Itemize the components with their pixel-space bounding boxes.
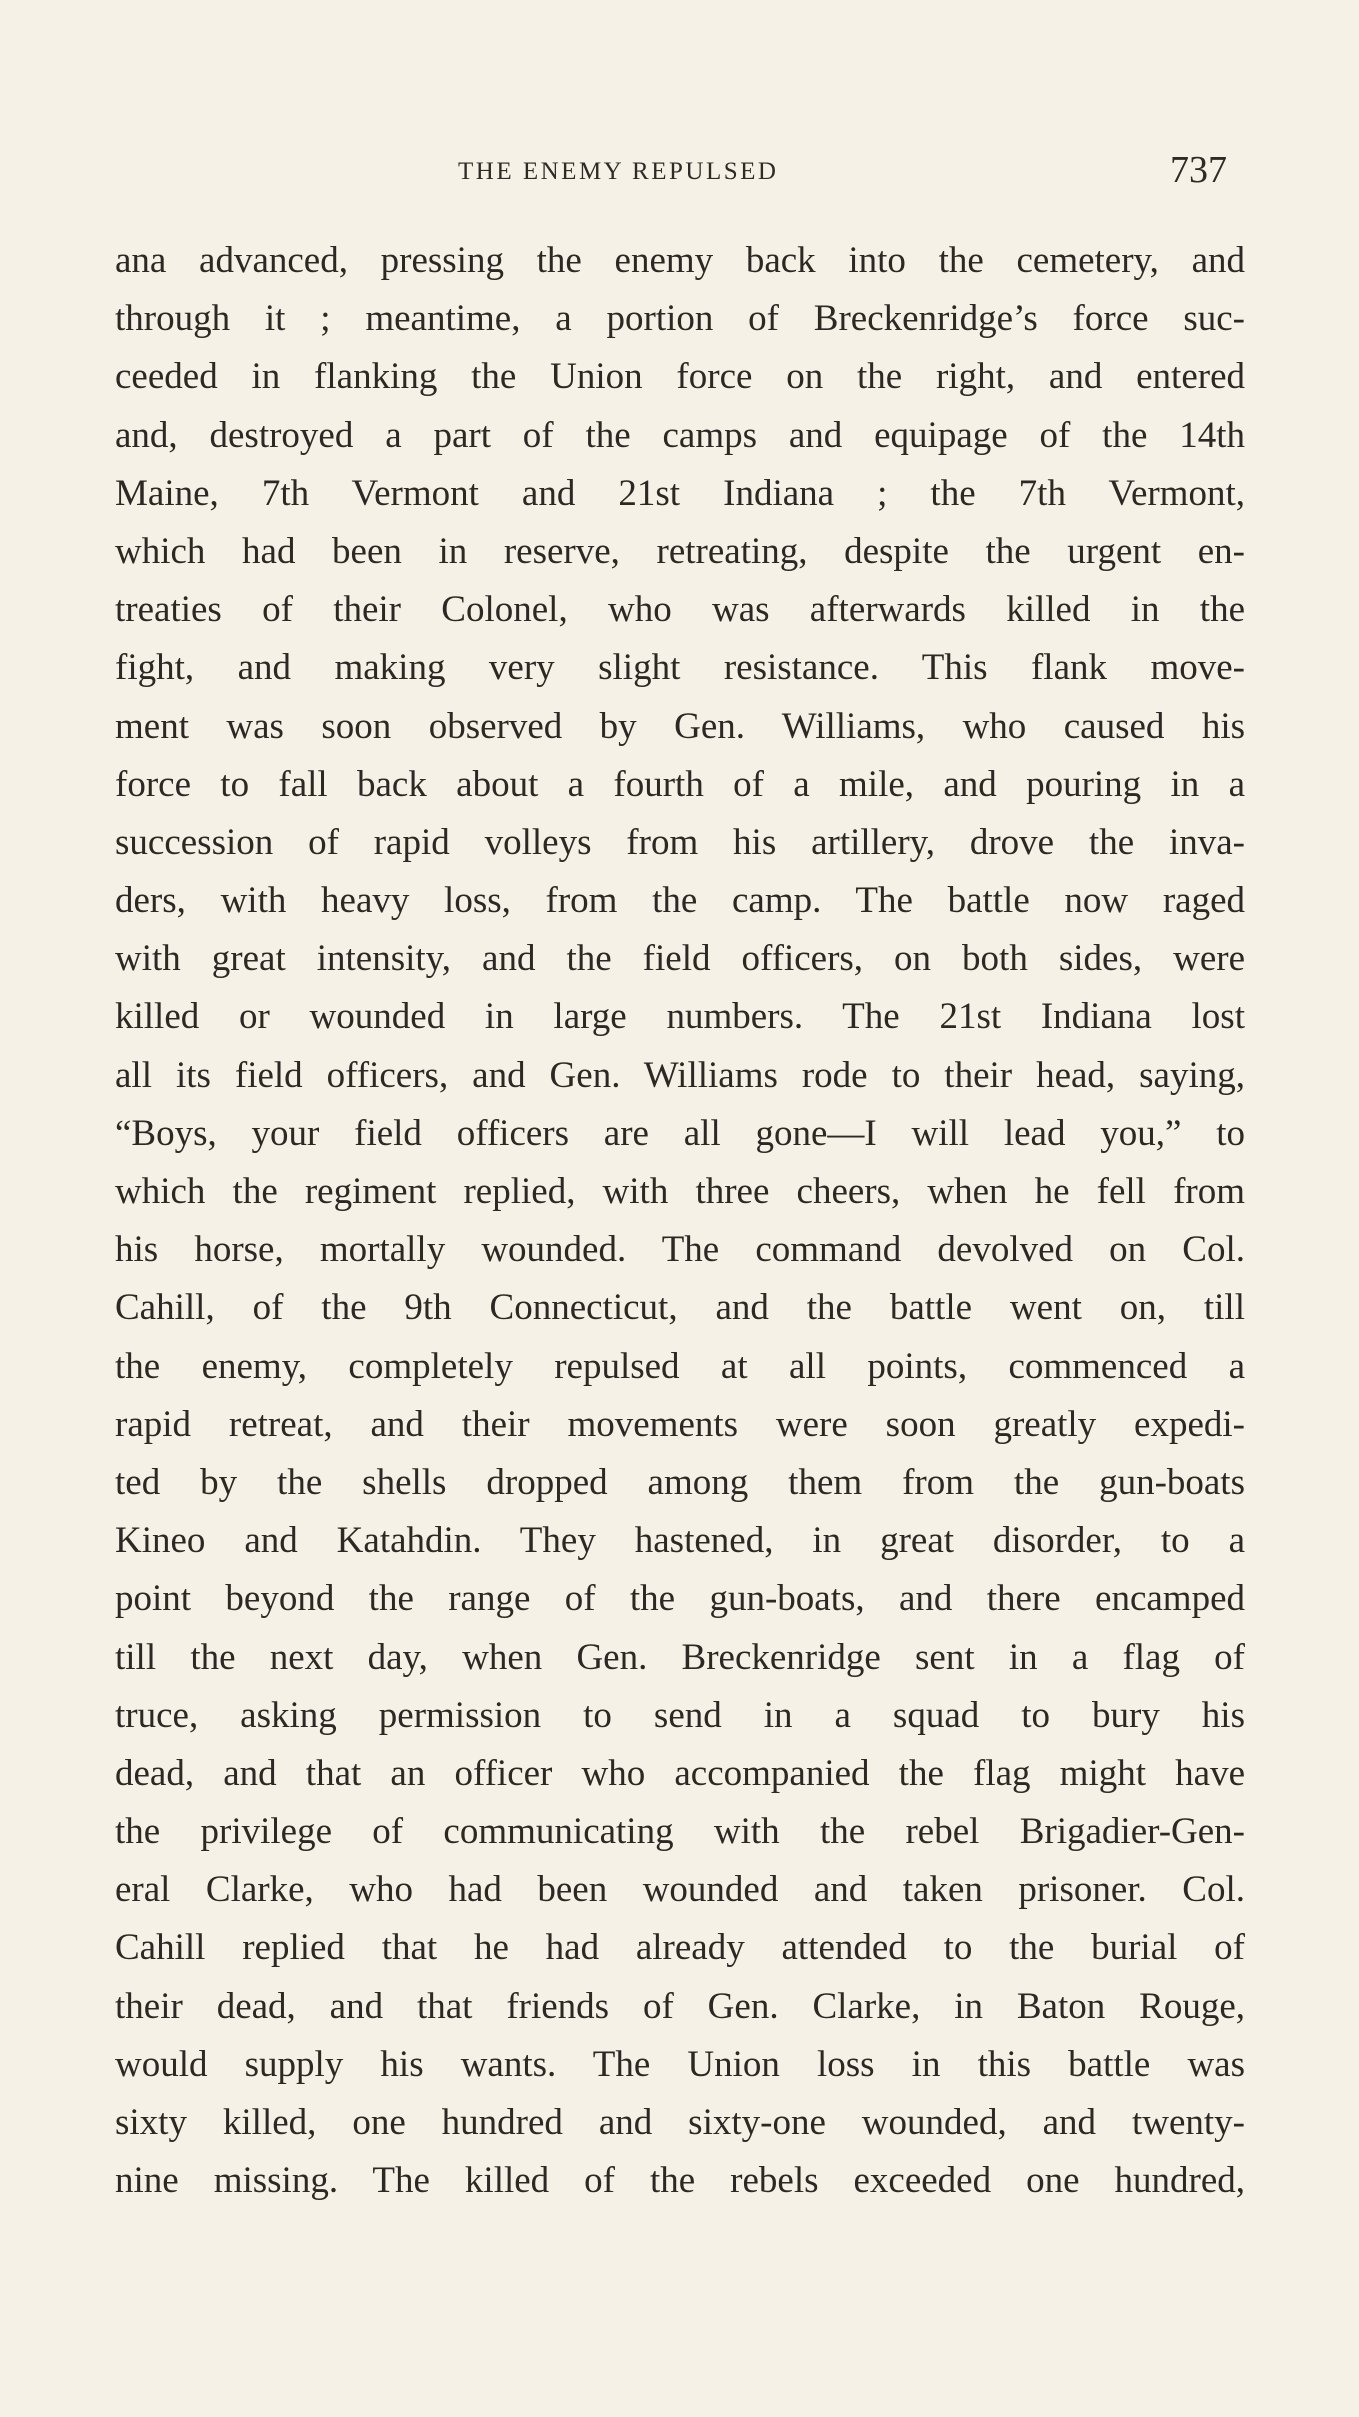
running-head [0, 150, 1359, 190]
running-title: THE ENEMY REPULSED [458, 158, 779, 185]
text-line: point beyond the range of the gun-boats, and there encamped [115, 1578, 1245, 1620]
text-line: Kineo and Katahdin. They hastened, in great disorder, to a [115, 1520, 1245, 1562]
text-line: treaties of their Colonel, who was afterwards killed in the [115, 589, 1245, 631]
text-line: ment was soon observed by Gen. Williams, who caused his [115, 705, 1245, 747]
text-line: rapid retreat, and their movements were soon greatly expedi- [115, 1403, 1245, 1445]
text-line: nine missing. The killed of the rebels exceeded one hundred, [115, 2160, 1245, 2202]
text-line: Cahill, of the 9th Connecticut, and the battle went on, till [115, 1287, 1245, 1329]
page-number: 737 [1170, 149, 1227, 191]
body-text [115, 232, 1245, 2210]
text-line: Maine, 7th Vermont and 21st Indiana ; the 7th Vermont, [115, 472, 1245, 514]
text-line: fight, and making very slight resistance. This flank move- [115, 647, 1245, 689]
text-line: till the next day, when Gen. Breckenridge sent in a flag of [115, 1636, 1245, 1678]
text-line: ted by the shells dropped among them from the gun-boats [115, 1461, 1245, 1503]
text-line: killed or wounded in large numbers. The 21st Indiana lost [115, 996, 1245, 1038]
text-line: which the regiment replied, with three cheers, when he fell from [115, 1171, 1245, 1212]
text-line: and, destroyed a part of the camps and equipage of the 14th [115, 414, 1245, 456]
text-line: his horse, mortally wounded. The command devolved on Col. [115, 1229, 1245, 1271]
text-line: all its field officers, and Gen. Williams rode to their head, saying, [115, 1054, 1245, 1096]
text-line: the enemy, completely repulsed at all points, commenced a [115, 1345, 1245, 1387]
text-line: would supply his wants. The Union loss in this battle was [115, 2043, 1245, 2085]
text-line: ders, with heavy loss, from the camp. The battle now raged [115, 880, 1245, 922]
text-line: truce, asking permission to send in a squad to bury his [115, 1694, 1245, 1736]
text-line: sixty killed, one hundred and sixty-one wounded, and twenty- [115, 2102, 1245, 2143]
text-line: dead, and that an officer who accompanied the flag might have [115, 1752, 1245, 1794]
text-line: succession of rapid volleys from his artillery, drove the inva- [115, 821, 1245, 863]
text-line: which had been in reserve, retreating, despite the urgent en- [115, 530, 1245, 572]
text-line: ana advanced, pressing the enemy back into the cemetery, and [115, 240, 1245, 281]
text-line: through it ; meantime, a portion of Breckenridge’s force suc- [115, 298, 1245, 340]
text-line: Cahill replied that he had already attended to the burial of [115, 1927, 1245, 1969]
text-line: “Boys, your field officers are all gone—I will lead you,” to [115, 1112, 1245, 1154]
text-line: their dead, and that friends of Gen. Clarke, in Baton Rouge, [115, 1985, 1245, 2027]
text-line: force to fall back about a fourth of a mile, and pouring in a [115, 763, 1245, 805]
text-line: ceeded in flanking the Union force on the right, and entered [115, 356, 1245, 398]
text-line: with great intensity, and the field officers, on both sides, were [115, 938, 1245, 980]
text-line: the privilege of communicating with the rebel Brigadier-Gen- [115, 1811, 1245, 1853]
text-line: eral Clarke, who had been wounded and taken prisoner. Col. [115, 1869, 1245, 1911]
